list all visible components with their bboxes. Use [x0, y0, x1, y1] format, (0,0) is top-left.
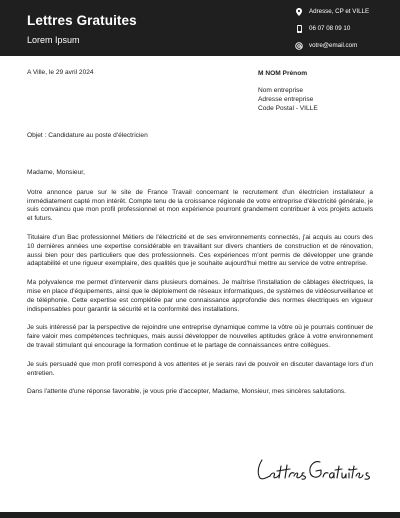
letter-object: Objet : Candidature au poste d'électricien	[27, 132, 148, 139]
contact-address-row	[295, 6, 395, 18]
brand-block	[27, 13, 137, 46]
contact-email-row	[295, 40, 395, 52]
contact-email: votre@email.com	[309, 42, 358, 49]
paragraph-intro: Votre annonce parue sur le site de France Travail concernant le recrutement d'un électricien installateur a immédiatement capté mon intérêt. Compte tenu de la croissance régionale de votre entreprise d'électricité générale, je suis convaincu que mon profil professionnel et mon expérience pourront grandement contribuer à vos projets actuels et futurs.	[27, 188, 373, 223]
letter-greeting: Madame, Monsieur,	[27, 169, 85, 176]
paragraph-experience: Titulaire d'un Bac professionnel Métiers de l'électricité et de ses environnements connectés, j'ai acquis au cours des 10 dernières années une expertise considérable en travaillant sur divers chantiers de construction et de rénovation, aussi bien pour des particuliers que des professionnels. Ces expériences m'ont permis de développer une grande adaptabilité et une rigueur exemplaire, des qualités que je souhaite aujourd'hui mettre au service de votre entreprise.	[27, 233, 373, 268]
paragraph-motivation: Je suis intéressé par la perspective de rejoindre une entreprise dynamique comme la vôtre où je pourrais continuer de faire valoir mes compétences techniques, mais aussi développer de nouvelles aptitudes grâce à votre environnement de travail stimulant qui encourage la formation continue et le partage de connaissances entre collègues.	[27, 324, 373, 349]
letter-date: A Ville, le 29 avril 2024	[27, 69, 94, 76]
recipient-postal: Code Postal - VILLE	[258, 104, 318, 112]
paragraph-closing: Dans l'attente d'une réponse favorable, je vous prie d'accepter, Madame, Monsieur, mes sincères salutations.	[27, 388, 346, 396]
contact-block	[295, 6, 395, 57]
contact-phone-row	[295, 23, 395, 35]
paragraph-interview: Je suis persuadé que mon profil correspond à vos attentes et je serais ravi de pouvoir en discuter davantage lors d'un entretien.	[27, 360, 373, 377]
brand-title: Lettres Gratuites	[27, 13, 137, 28]
contact-phone: 06 07 08 09 10	[309, 25, 351, 32]
paragraph-skills: Ma polyvalence me permet d'intervenir dans plusieurs domaines. Je maîtrise l'installation de câblages électriques, la mise en place d'équipements, ainsi que le déploiement de réseaux informatiques, de systèmes de vidéosurveillance et de téléphonie. Cette expertise est complétée par une connaissance approfondie des normes électriques en vigueur indispensables pour garantir la sécurité et la conformité des installations.	[27, 279, 373, 313]
recipient-company: Nom entreprise	[258, 87, 304, 94]
letter-body	[27, 169, 373, 407]
recipient-name: M NOM Prénom	[258, 70, 308, 77]
footer-bar	[0, 512, 400, 518]
at-sign-icon	[295, 41, 303, 51]
contact-address: Adresse, CP et VILLE	[309, 8, 370, 15]
location-pin-icon	[295, 7, 303, 17]
phone-icon	[295, 24, 303, 34]
recipient-address: Adresse entreprise	[258, 95, 314, 103]
handwritten-signature	[252, 448, 372, 488]
header-bar	[0, 0, 400, 56]
brand-subtitle: Lorem Ipsum	[27, 35, 80, 45]
recipient-block	[258, 69, 378, 113]
